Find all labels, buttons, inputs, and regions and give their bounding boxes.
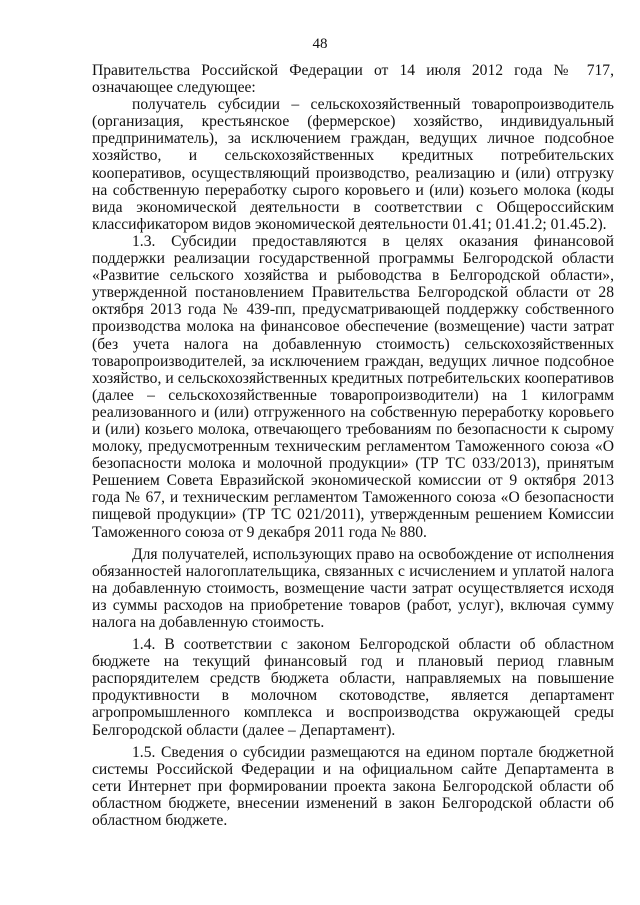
paragraph-vat-exempt: Для получателей, использующих право на освобождение от исполнения обязанностей налогоплательщика, связанных с исчислением и уплатой налога на добавленную стоимость, возмещение части затрат осуществляется исходя из суммы расходов на приобретение товаров (работ, услуг), включая сумму налога на добавленную стоимость. — [92, 545, 614, 631]
paragraph-1-4: 1.4. В соответствии с законом Белгородской области об областном бюджете на текущий финансовый год и плановый период главным распорядителем средств бюджета области, направляемых на повышение продуктивности в молочном скотоводстве, является департамент агропромышленного комплекса и воспроизводства окружающей среды Белгородской области (далее – Департамент). — [92, 636, 614, 739]
paragraph-1-3: 1.3. Субсидии предоставляются в целях оказания финансовой поддержки реализации государственной программы Белгородской области «Развитие сельского хозяйства и рыбоводства в Белгородской области», утвержденной постановлением Правительства Белгородской области от 28 октября 2013 года № 439-пп, предусматривающей поддержку собственного производства молока на финансовое обеспечение (возмещение) части затрат (без учета налога на добавленную стоимость) сельскохозяйственных товаропроизводителей, за исключением граждан, ведущих личное подсобное хозяйство, и сельскохозяйственных кредитных потребительских кооперативов (далее – сельскохозяйственные товаропроизводители) на 1 килограмм реализованного и (или) отгруженного на собственную переработку коровьего и (или) козьего молока, отвечающего требованиям по безопасности к сырому молоку, предусмотренным техническим регламентом Таможенного союза «О безопасности молока и молочной продукции» (ТР ТС 033/2013), принятым Решением Совета Евразийской экономической комиссии от 9 октября 2013 года № 67, и техническим регламентом Таможенного союза «О безопасности пищевой продукции» (ТР ТС 021/2011), утвержденным решением Комиссии Таможенного союза от 9 декабря 2011 года № 880. — [92, 232, 614, 541]
paragraph-1-5: 1.5. Сведения о субсидии размещаются на едином портале бюджетной системы Российской Федерации и на официальном сайте Департамента в сети Интернет при формировании проекта закона Белгородской области об областном бюджете, внесении изменений в закон Белгородской области об областном бюджете. — [92, 743, 614, 830]
document-body — [92, 62, 614, 829]
page-number: 48 — [312, 36, 328, 52]
paragraph-continuation: Правительства Российской Федерации от 14 июля 2012 года № 717, означающее следующее: — [92, 62, 614, 97]
paragraph-recipient-definition: получатель субсидии – сельскохозяйственный товаропроизводитель (организация, крестьянское (фермерское) хозяйство, индивидуальный предприниматель), за исключением граждан, ведущих личное подсобное хозяйство, и сельскохозяйственных кредитных потребительских кооперативов, осуществляющий производство, реализацию и (или) отгрузку на собственную переработку сырого коровьего и (или) козьего молока (коды вида экономической деятельности в соответствии с Общероссийским классификатором видов экономической деятельности 01.41; 01.41.2; 01.45.2). — [92, 96, 614, 233]
